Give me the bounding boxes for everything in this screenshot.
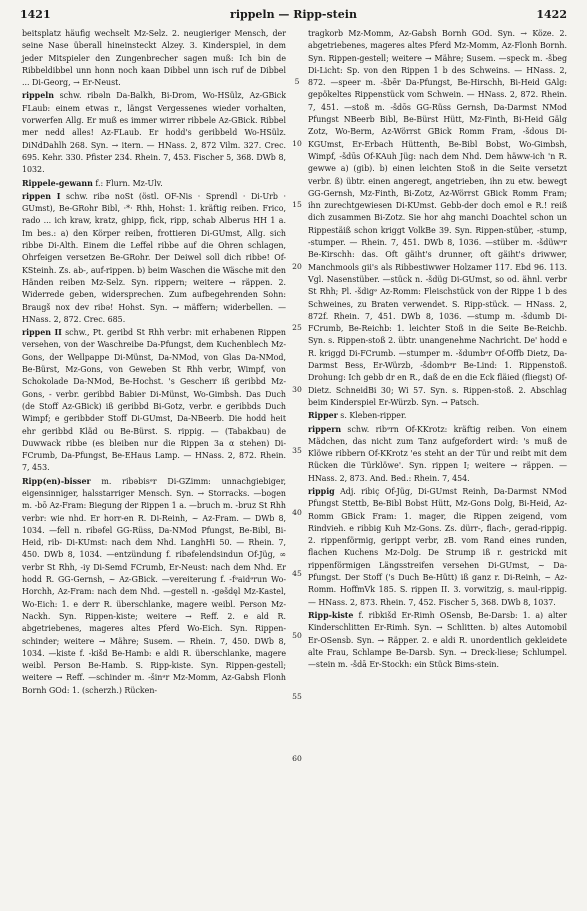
entry-text: f. ribkišd Er-Rimh OSensb, Be-Darsb: 1. a) alter Kinderschlitten Er-Rimh. Syn. → Schlitten. b) altes Automobil Er-OSensb. Syn. → Räpper. 2. e aldi R. unordentlich gekleidete alte Frau, Schlampe Be-Darsb. Syn. → Dreck-liese; Schlumpel. —stein m. -šdā Er-Stockh: ein Stück Bims-stein. — [308, 610, 567, 670]
right-column — [308, 28, 567, 671]
entry-headword: rippen II — [22, 328, 62, 338]
page-number-right: 1422 — [536, 8, 567, 21]
running-title: rippeln — Ripp-stein — [230, 8, 357, 21]
entry-text: schw. ribə noSt (östl. OF-Nis · Sprendl · Di-Urb · GUmst), Be-GRohr Bibl, ·*· Rhh, Hohst: 1. kräftig reiben. Frico, rado ... ich kraw, kratz, ghipp, fick, ripp, schab Alberus HH 1 a. Im bes.: a) den Körper reiben, frottieren Di-GUmst, Allg. sich ribbe Di-Alth. Einem die Leffel ribbe auf die Ohren schlagen, Ohrfeigen versetzen Be-GRohr. Der Deiwel soll dich ribbe! Of-KSteinh. Zs. ab-, auf-rippen. b) beim Waschen die Wäsche mit den Händen reiben Mz-Selz. Syn. rippern; weitere → räppen. 2. Widerrede geben, widersprechen. Zum aufbegehrenden Sohn: Braugš nox dev ribə! Hohst. Syn. → mäffern; widerbellen. — HNass. 2, 872. Crec. 685. — [22, 191, 286, 324]
line-number: 35 — [292, 446, 302, 456]
page-number-left: 1421 — [20, 8, 51, 21]
dictionary-entry — [308, 28, 567, 409]
line-number: 10 — [292, 138, 302, 148]
entry-text: schw., Pt. geribd St Rhh verbr: mit erhabenen Rippen versehen, von der Waschreibe Da-Pfungst, dem Kuchenblech Mz-Gons, der Wellpappe Di-Münst, Da-NMod, von Glas Da-NMod, Be-Bürst, Mz-Gons, von Geweben St Rhh verbr, Wimpf, von Schokolade Da-NMod, Be-Hochst. 's Gescherr iß geribbd Mz-Gons, - verbr. geribbd Babier Di-Münst, Wo-Gimbsh. Das Duch (de Stoff Az-GBick) iß geribbd Bi-Gotz, verbr. e geribbds Duch Wimpf; e geribbder Stoff Di-GUmst, Da-NBeerb. Die hodd heit ehr geribbd Kläd ou Be-Bürst. S. rippig. — (Tabakbau) de Duwwack ribbe (es bleiben nur die Rippen 3a α stehen) Di-FCrumb, Da-Pfungst, Be-EHaus Lamp. — HNass. 2, 872. Rhein. 7, 453. — [22, 328, 286, 473]
dictionary-entry — [22, 476, 286, 697]
line-number: 5 — [294, 77, 300, 87]
entry-headword: Ripp(en)-bisser — [22, 476, 91, 486]
line-number: 15 — [292, 200, 302, 210]
dictionary-entry — [22, 327, 286, 475]
dictionary-entry — [22, 28, 286, 89]
line-number: 20 — [292, 261, 302, 271]
dictionary-entry — [22, 178, 286, 190]
entry-text: s. Kleben-ripper. — [337, 411, 407, 421]
line-number: 50 — [292, 630, 302, 640]
entry-text: schw. ribᵊrn Of-KKrotz: kräftig reiben. Von einem Mädchen, das nicht zum Tanz aufgefordert wird: 's muß de Klöwe ribbern Of-KKrotz 'es steht an der Tür und reibt mit dem Rücken die Türklöwe'. Syn. rippen I; weitere → räppen. — HNass. 2, 873. And. Bed.: Rhein. 7, 454. — [308, 424, 567, 483]
dictionary-entry — [308, 410, 567, 422]
line-number: 25 — [292, 323, 302, 333]
entry-headword: rippig — [308, 486, 335, 496]
dictionary-entry — [22, 90, 286, 176]
entry-headword: Ripp-kiste — [308, 610, 354, 620]
entry-text: f.: Flurn. Mz-Ulv. — [92, 178, 163, 188]
line-number: 30 — [292, 384, 302, 394]
entry-text: m. ribəbisᵊr Di-GZimm: unnachgiebiger, eigensinniger, halsstarriger Mensch. Syn. → Storracks. —bogen m. -bō Az-Fram: Biegung der Rippen 1 a. —bruch m. -bruz St Rhh verbr: wie nhd. Er horr-en R. Di-Reinh, ~ Az-Fram. — DWb 8, 1034. —fell n. ribəfel GG-Rüss, Da-NMod Pfungst, Be-Bibl, Bi-Heid, rib- Di-KUmst: nach dem Nhd. LanghHi 50. — Rhein. 7, 450. DWb 8, 1034. —entzündung f. ribəfelendsindun Of-Jüg, ∞ verbr St Rhh, -iy Di-Semd FCrumb, Er-Neust: nach dem Nhd. Er hodd R. GG-Gernsh, ~ Az-GBick. —vereiterung f. -fᵊaidᵊrun Wo-Horchh, Az-Fram: nach dem Nhd. —gestell n. -gəšdęl Mz-Kastel, Wo-Eich: 1. e derr R. überschlanke, magere weibl. Person Mz-Nackh. Syn. Rippen-kiste; weitere → Reff. 2. e ald R. abgetriebenes, mageres altes Pferd Wo-Eich. Syn. Rippen-schinder; weitere → Mähre; Susem. — Rhein. 7, 450. DWb 8, 1034. —kiste f. -kišd Be-Hamb: e aldi R. überschlanke, magere weibl. Person Be-Hamb. S. Ripp-kiste. Syn. Rippen-gestell; weitere → Reff. —schinder m. -šinᵊr Mz-Momm, Az-Gabsh Flonh Bornh GOd: 1. (scherzh.) Rücken- — [22, 476, 286, 695]
entry-headword: rippern — [308, 424, 342, 434]
entry-headword: rippen I — [22, 191, 61, 201]
dictionary-entry — [308, 610, 567, 671]
entry-headword: Rippele-gewann — [22, 178, 93, 188]
dictionary-entry — [22, 191, 286, 326]
line-number: 55 — [292, 692, 302, 702]
dictionary-entry — [308, 486, 567, 609]
line-number: 60 — [292, 753, 302, 763]
page-header — [20, 8, 567, 24]
entry-text: schw. ribəln Da-Balkh, Bi-Drom, Wo-HSülz, Az-GBick FLaub: einem etwas r., längst Vergessenes wieder vorhalten, vorwerfen Allg. Er muß es immer wirrer ribbele Az-GBick. Ribbel mer nedd alles! Az-FLaub. Er hodd's geribbeld Wo-HSülz. DiNdDahlh 268. Syn. → itern. — HNass. 2, 872 Vilm. 327. Crec. 695. Kehr. 330. Pfister 234. Rhein. 7, 453. Fischer 5, 368. DWb 8, 1032. — [22, 91, 286, 175]
left-column — [22, 28, 286, 697]
entry-text: beitsplatz häufig wechselt Mz-Selz. 2. neugieriger Mensch, der seine Nase überall hineinsteckt Alzey. 3. Kinderspiel, in dem jeder Mitspieler den Zungenbrecher sagen muß: Ich bin de Ribbeldibbel unn honn noch kaan Dibbel unn isch ruf de Dibbel ... Di-Georg, → Er-Neust. — [22, 29, 286, 88]
entry-text: Adj. ribiç Of-Jüg, Di-GUmst Reinh, Da-Darmst NMod Pfungst Stettb, Be-Bibl Bobst Hütt, Mz-Gons Dolg, Bi-Heid, Az-Romm GBick Fram: 1. mager, die Rippen zeigend, vom Rindvieh. e ribbig Kuh Mz-Gons. Zs. dürr-, flach-, gerad-rippig. 2. rippenförmig, gerippt verbr, zB. vom Rand eines runden, flachen Kuchens Mz-Dolg. De Strump iß r. gestrickd mit rippenförmigen Längsstreifen versehen Di-GUmst, ~ Da-Pfungst. Der Stoff ('s Duch Be-Hütt) iß ganz r. Di-Reinh, ~ Az-Romm. HoffmVk 185. S. rippen II. 3. vorwitzig, s. maul-rippig. — HNass. 2, 873. Rhein. 7, 452. Fischer 5, 368. DWb 8, 1037. — [308, 486, 567, 607]
line-number: 40 — [292, 507, 302, 517]
entry-headword: rippeln — [22, 91, 54, 101]
entry-headword: Ripper — [308, 411, 338, 421]
entry-text: tragkorb Mz-Momm, Az-Gabsh Bornh GOd. Syn. → Köze. 2. abgetriebenes, mageres altes Pferd Mz-Momm, Az-Flonh Bornh. Syn. Rippen-gestell; weitere → Mähre; Susem. —speck m. -šbeg Di-Licht: Sp. von den Rippen 1 b des Schweins. — HNass. 2, 872. —speer m. -šbēr Da-Pfungst, Be-Hirschh, Bi-Heid GAlg: gepökeltes Rippenstück vom Schwein. — HNass. 2, 872. Rhein. 7, 451. —stoß m. -šdōs GG-Rüss Gernsh, Da-Darmst NMod Pfungst NBeerb Bibl, Be-Bürst Hütt, Mz-Finth, Bi-Heid Gälg Zotz, Wo-Berm, Az-Wörrst GBick Romm Fram, -šdous Di-KGUmst, Er-Erbach Hüttenth, Be-Bibl Bobst, Wo-Gimbsh, Wimpf, -šdūs Of-KAuh Jüg: nach dem Nhd. Dem häww-ich 'n R. gewwe a) (gib). b) einen leichten Stoß in die Seite versetzt verbr. ß) übtr. einen angeregt, angetrieben, ihn zu etw. bewegt GG-Gernsh, Mz-Finth, Bi-Zotz, Az-Wörrst GBick Romm Fram; ihn zurechtgewiesen Di-KUmst. Gebb-der doch emol e R.! reiß dich zusammen Bi-Zotz. Sie hor ahg manchi Doachtel schon un Rippestäiß schon kriggt VolkBe 39. Syn. Rippen-stüber, -stump, -stumper. — Rhein. 7, 451. DWb 8, 1036. —stüber m. -šdüwᵊr Be-Kirschh: das. Oft gäiht's drunner, oft gäiht's driwwer, Manchmools gii's als Ribbestiwwer Holzamer 117. Ebd 96. 113. Vgl. Nasenstüber. —stück n. -šdüg Di-GUmst, so od. ähnl. verbr St Rhh; Pl. -šdigᵊ Az-Romm: Fleischstück von der Rippe 1 b des Schweines, zu Braten verwendet. S. Ripp-stück. — HNass. 2, 872f. Rhein. 7, 451. DWb 8, 1036. —stump m. -šdumb Di-FCrumb, Be-Reichb: 1. leichter Stoß in die Seite Be-Reichb. Syn. s. Rippen-stoß 2. übtr. unangenehme Nachricht. De' hodd e R. kriggd Di-FCrumb. —stumper m. -šdumbᵊr Of-Offb Dietz, Da-Darmst Bess, Er-Würzb, -šdombᵊr Be-Lind: 1. Rippenstoß. Drohung: Ich gebb dr en R., daß de en die Eck fläied (fliegst) Of-Dietz. SchneidBi 30; Wi 57. Syn. s. Rippen-stoß. 2. Abschlag beim Kinderspiel Er-Würzb. Syn. → Patsch. — [308, 29, 567, 407]
dictionary-entry — [308, 424, 567, 485]
line-number: 45 — [292, 569, 302, 579]
